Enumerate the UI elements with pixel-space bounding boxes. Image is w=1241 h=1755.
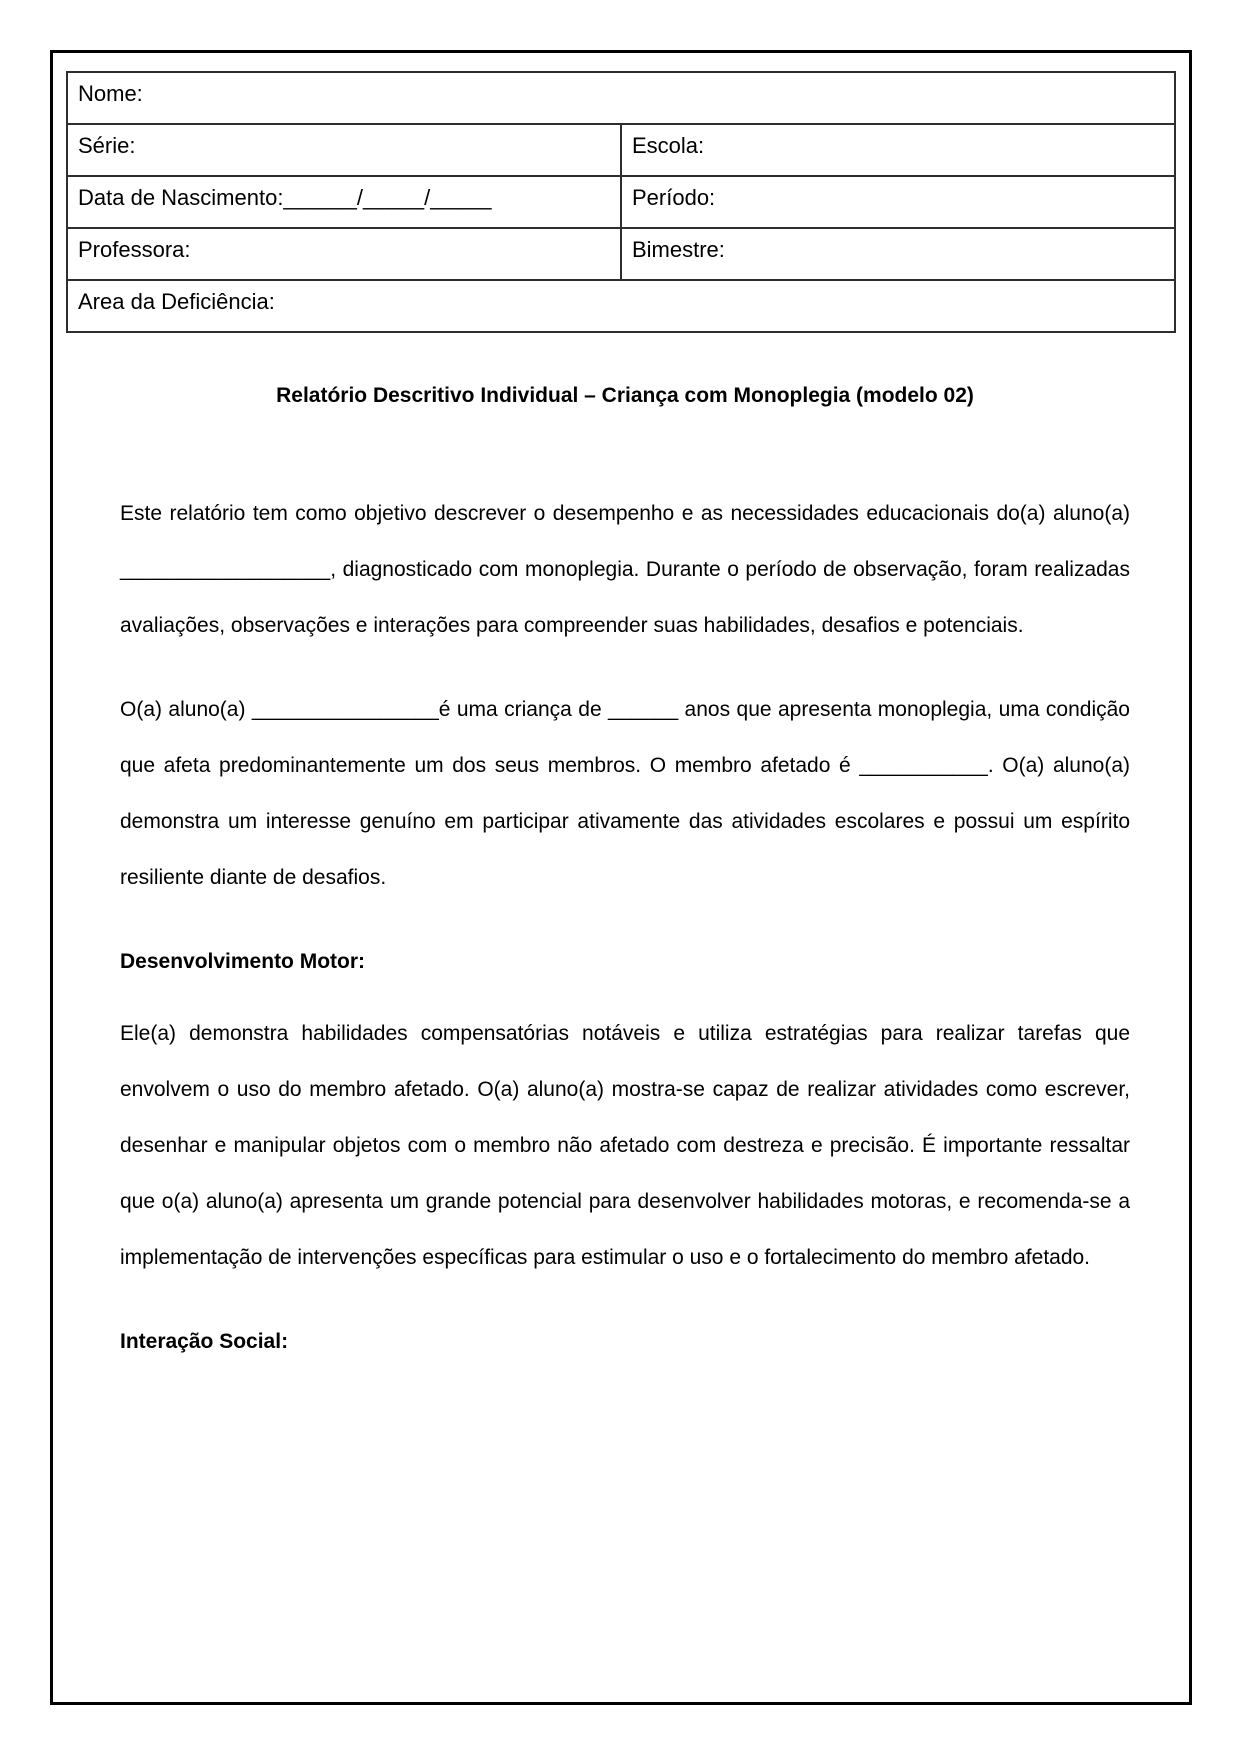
- field-bimestre: Bimestre:: [621, 228, 1175, 280]
- intro-paragraph-2: O(a) aluno(a) ________________é uma criança de ______ anos que apresenta monoplegia, uma condição que afeta predominantemente um dos seus membros. O membro afetado é ___________. O(a) aluno(a) demonstra um interesse genuíno em participar ativamente das atividades escolares e possui um espírito resiliente diante de desafios.: [120, 698, 1130, 889]
- field-professora: Professora:: [67, 228, 621, 280]
- field-escola: Escola:: [621, 124, 1175, 176]
- page-border: [50, 50, 1192, 1705]
- table-row: [67, 228, 1175, 280]
- field-data-nascimento: Data de Nascimento:______/_____/_____: [67, 176, 621, 228]
- report-body: [120, 368, 1130, 1386]
- field-periodo: Período:: [621, 176, 1175, 228]
- heading-desenvolvimento-motor: Desenvolvimento Motor:: [120, 950, 366, 973]
- student-info-table: [66, 71, 1176, 333]
- intro-paragraph-1: Este relatório tem como objetivo descrever o desempenho e as necessidades educacionais do(a) aluno(a) __________________, diagnosticado com monoplegia. Durante o período de observação, foram realizadas avaliações, observações e interações para compreender suas habilidades, desafios e potenciais.: [120, 502, 1130, 637]
- field-nome: Nome:: [67, 72, 1175, 124]
- field-area-deficiencia: Area da Deficiência:: [67, 280, 1175, 332]
- table-row: [67, 280, 1175, 332]
- heading-interacao-social: Interação Social:: [120, 1330, 289, 1353]
- table-row: [67, 72, 1175, 124]
- paragraph-desenvolvimento-motor: Ele(a) demonstra habilidades compensatórias notáveis e utiliza estratégias para realizar tarefas que envolvem o uso do membro afetado. O(a) aluno(a) mostra-se capaz de realizar atividades como escrever, desenhar e manipular objetos com o membro não afetado com destreza e precisão. É importante ressaltar que o(a) aluno(a) apresenta um grande potencial para desenvolver habilidades motoras, e recomenda-se a implementação de intervenções específicas para estimular o uso e o fortalecimento do membro afetado.: [120, 1022, 1130, 1269]
- table-row: [67, 176, 1175, 228]
- table-row: [67, 124, 1175, 176]
- document-title: Relatório Descritivo Individual – Criança com Monoplegia (modelo 02): [276, 384, 974, 407]
- field-serie: Série:: [67, 124, 621, 176]
